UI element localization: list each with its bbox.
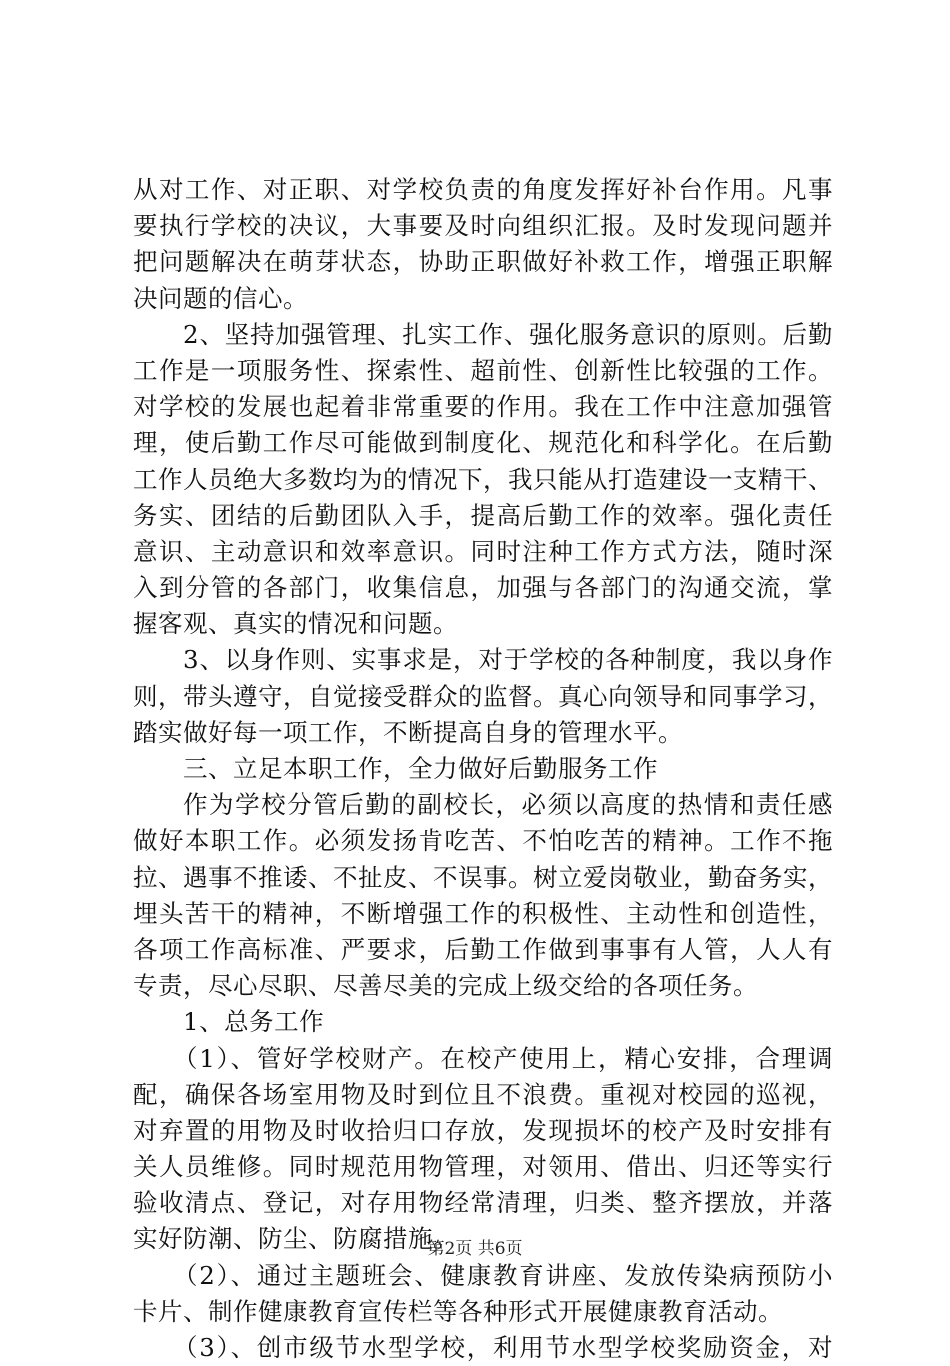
text-line: 实好防潮、防尘、防腐措施。 <box>133 1224 458 1254</box>
text-line: 各项工作高标准、严要求，后勤工作做到事事有人管，人人有 <box>133 934 833 964</box>
text-line: （3）、创市级节水型学校，利用节水型学校奖励资金，对 <box>173 1333 833 1362</box>
text-line: （2）、通过主题班会、健康教育讲座、发放传染病预防小 <box>173 1260 833 1290</box>
text-line: 决问题的信心。 <box>133 283 308 313</box>
text-line: 3、以身作则、实事求是，对于学校的各种制度，我以身作 <box>183 645 833 675</box>
text-line: 配，确保各场室用物及时到位且不浪费。重视对校园的巡视， <box>133 1079 833 1109</box>
text-line: 作为学校分管后勤的副校长，必须以高度的热情和责任感 <box>183 790 833 820</box>
text-line: 握客观、真实的情况和问题。 <box>133 609 458 639</box>
text-line: 专责，尽心尽职、尽善尽美的完成上级交给的各项任务。 <box>133 971 758 1001</box>
page-number-label: 第2页 共6页 <box>427 1239 523 1259</box>
text-line: 从对工作、对正职、对学校负责的角度发挥好补台作用。凡事 <box>133 175 833 204</box>
text-line: 工作人员绝大多数均为的情况下，我只能从打造建设一支精干、 <box>133 464 833 494</box>
text-line: 三、立足本职工作，全力做好后勤服务工作 <box>183 754 658 783</box>
text-line: 验收清点、登记，对存用物经常清理，归类、整齐摆放，并落 <box>133 1188 833 1218</box>
text-line: 1、总务工作 <box>183 1007 325 1037</box>
text-line: 2、坚持加强管理、扎实工作、强化服务意识的原则。后勤 <box>183 319 833 349</box>
text-line: 工作是一项服务性、探索性、超前性、创新性比较强的工作。 <box>133 355 833 385</box>
text-line: 意识、主动意识和效率意识。同时注种工作方式方法，随时深 <box>133 536 833 566</box>
text-line: 务实、团结的后勤团队入手，提高后勤工作的效率。强化责任 <box>133 500 833 530</box>
text-line: 拉、遇事不推诿、不扯皮、不误事。树立爱岗敬业，勤奋务实， <box>133 862 833 892</box>
page-footer <box>0 1234 950 1259</box>
text-line: 卡片、制作健康教育宣传栏等各种形式开展健康教育活动。 <box>133 1296 783 1326</box>
text-line: 埋头苦干的精神，不断增强工作的积极性、主动性和创造性， <box>133 898 833 928</box>
text-line: （1）、管好学校财产。在校产使用上，精心安排，合理调 <box>173 1043 833 1073</box>
text-line: 入到分管的各部门，收集信息，加强与各部门的沟通交流，掌 <box>133 573 833 603</box>
text-line: 踏实做好每一项工作，不断提高自身的管理水平。 <box>133 717 683 747</box>
text-line: 做好本职工作。必须发扬肯吃苦、不怕吃苦的精神。工作不拖 <box>133 826 833 856</box>
text-line: 则，带头遵守，自觉接受群众的监督。真心向领导和同事学习， <box>133 681 833 711</box>
text-line: 对弃置的用物及时收拾归口存放，发现损坏的校产及时安排有 <box>133 1115 833 1145</box>
text-line: 把问题解决在萌芽状态，协助正职做好补救工作，增强正职解 <box>133 247 833 277</box>
text-line: 关人员维修。同时规范用物管理，对领用、借出、归还等实行 <box>133 1152 833 1182</box>
text-line: 要执行学校的决议，大事要及时向组织汇报。及时发现问题并 <box>133 211 833 241</box>
document-body <box>133 172 833 1366</box>
text-line: 理，使后勤工作尽可能做到制度化、规范化和科学化。在后勤 <box>133 428 833 458</box>
text-line: 对学校的发展也起着非常重要的作用。我在工作中注意加强管 <box>133 392 833 422</box>
